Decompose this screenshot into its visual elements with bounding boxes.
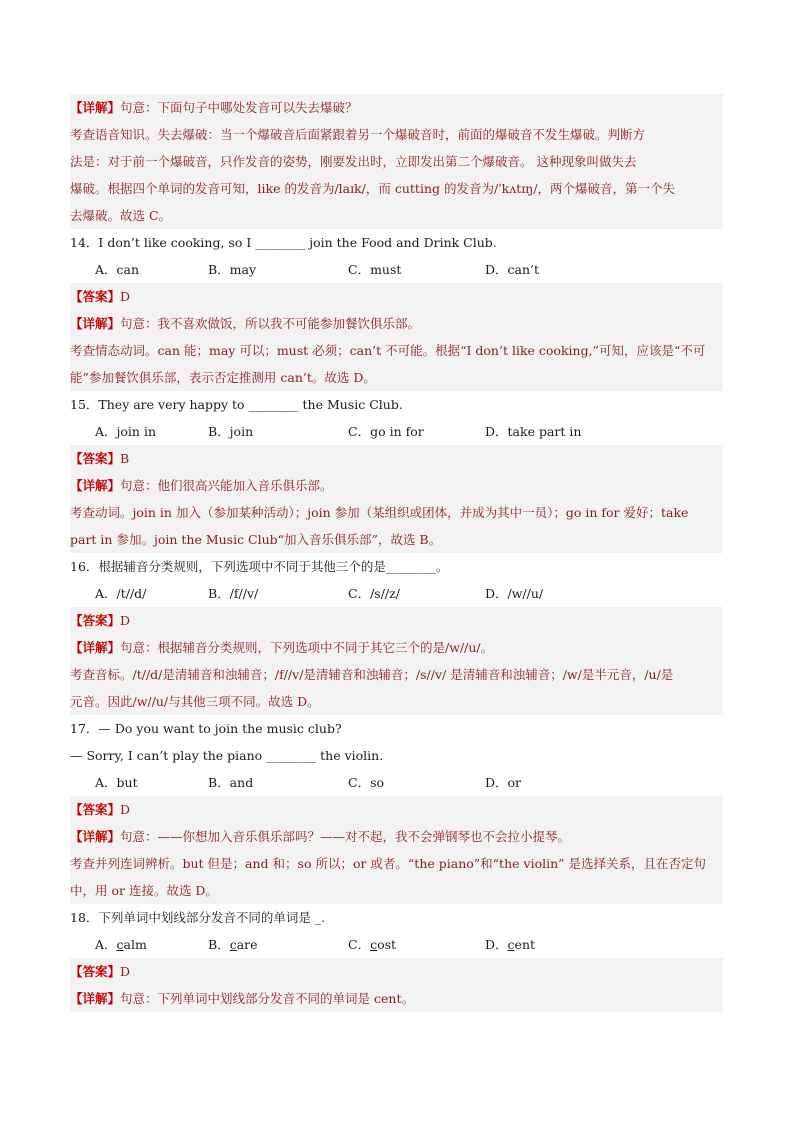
detail-line xyxy=(70,634,723,661)
answer-tag: 【答案】 xyxy=(70,613,121,628)
explanation-line: 元音。因此/w//u/与其他三项不同。故选 D。 xyxy=(70,694,320,709)
option-c: C．must xyxy=(348,262,402,277)
q13-detail-line xyxy=(70,94,723,121)
answer-line xyxy=(70,796,723,823)
detail-line xyxy=(70,985,723,1012)
explanation-line: part in 参加。join the Music Club“加入音乐俱乐部”，故选 B。 xyxy=(70,532,442,547)
answer-value: D xyxy=(120,802,131,817)
option-label: B． xyxy=(208,937,230,952)
explanation-line: 考查动词。join in 加入（参加某种活动）；join 参加（某组织或团体，并成为其中一员）；go in for 爱好；take xyxy=(70,505,689,520)
answer-value: B xyxy=(120,451,130,466)
option-a: A．but xyxy=(95,775,138,790)
option-rest: are xyxy=(236,937,258,952)
answer-tag: 【答案】 xyxy=(70,964,121,979)
detail-meaning: 句意：根据辅音分类规则，下列选项中不同于其它三个的是/w//u/。 xyxy=(120,640,494,655)
answer-line xyxy=(70,283,723,310)
question-14-options xyxy=(70,256,723,283)
detail-tag: 【详解】 xyxy=(70,100,121,115)
option-c: C．/s//z/ xyxy=(348,586,400,601)
option-a: A．join in xyxy=(95,424,156,439)
option-b: B．and xyxy=(208,775,254,790)
q18-answer-block xyxy=(70,958,723,1012)
detail-tag: 【详解】 xyxy=(70,991,121,1006)
detail-meaning: 句意：下列单词中划线部分发音不同的单词是 cent。 xyxy=(120,991,414,1006)
option-d: D．or xyxy=(485,775,522,790)
option-d xyxy=(485,931,535,958)
underlined-letter: c xyxy=(116,937,124,952)
q17-answer-block xyxy=(70,796,723,904)
explanation-line: 考查并列连词辨析。but 但是；and 和；so 所以；or 或者。“the piano”和“the violin” 是选择关系，且在否定句 xyxy=(70,856,706,871)
answer-line xyxy=(70,445,723,472)
detail-meaning: 句意：我不喜欢做饭，所以我不可能参加餐饮俱乐部。 xyxy=(120,316,421,331)
option-rest: ost xyxy=(377,937,397,952)
option-label: D． xyxy=(485,937,508,952)
option-b: B．/f//v/ xyxy=(208,586,259,601)
detail-tag: 【详解】 xyxy=(70,316,121,331)
document-page xyxy=(70,94,723,1012)
detail-tag: 【详解】 xyxy=(70,478,121,493)
option-a: A．can xyxy=(95,262,140,277)
explanation-line: 考查语音知识。失去爆破：当一个爆破音后面紧跟着另一个爆破音时，前面的爆破音不发生爆破。判断方 xyxy=(70,127,646,142)
answer-value: D xyxy=(120,289,131,304)
detail-meaning: 句意：他们很高兴能加入音乐俱乐部。 xyxy=(120,478,333,493)
explanation-line: 爆破。根据四个单词的发音可知，like 的发音为/laɪk/，而 cutting 的发音为/ˈkʌtɪŋ/，两个爆破音，第一个失 xyxy=(70,181,676,196)
question-18-options xyxy=(70,931,723,958)
detail-line xyxy=(70,472,723,499)
question-18-stem: 18．下列单词中划线部分发音不同的单词是 _. xyxy=(70,910,326,925)
detail-line xyxy=(70,310,723,337)
option-c xyxy=(348,931,396,958)
answer-tag: 【答案】 xyxy=(70,802,121,817)
answer-line xyxy=(70,607,723,634)
answer-value: D xyxy=(120,613,131,628)
question-14-stem: 14．I don’t like cooking, so I ________ join the Food and Drink Club. xyxy=(70,235,497,250)
explanation-line: 考查音标。/t//d/是清辅音和浊辅音；/f//v/是清辅音和浊辅音；/s//v/ 是清辅音和浊辅音；/w/是半元音，/u/是 xyxy=(70,667,674,682)
question-16-options xyxy=(70,580,723,607)
question-17-stem: 17．— Do you want to join the music club? xyxy=(70,721,342,736)
question-15-stem: 15．They are very happy to ________ the Music Club. xyxy=(70,397,403,412)
detail-tag: 【详解】 xyxy=(70,829,121,844)
answer-line xyxy=(70,958,723,985)
underlined-letter: c xyxy=(370,937,378,952)
option-c: C．go in for xyxy=(348,424,424,439)
option-d: D．can’t xyxy=(485,262,540,277)
answer-tag: 【答案】 xyxy=(70,289,121,304)
option-b: B．join xyxy=(208,424,254,439)
option-d: D．/w//u/ xyxy=(485,586,544,601)
option-b xyxy=(208,931,258,958)
option-c: C．so xyxy=(348,775,385,790)
option-a: A．/t//d/ xyxy=(95,586,147,601)
explanation-line: 去爆破。故选 C。 xyxy=(70,208,172,223)
explanation-line: 考查情态动词。can 能；may 可以；must 必须；can’t 不可能。根据“I don’t like cooking,”可知，应该是“不可 xyxy=(70,343,706,358)
option-d: D．take part in xyxy=(485,424,582,439)
question-15-options xyxy=(70,418,723,445)
explanation-line: 中，用 or 连接。故选 D。 xyxy=(70,883,218,898)
option-rest: alm xyxy=(123,937,147,952)
option-a xyxy=(95,931,147,958)
q16-answer-block xyxy=(70,607,723,715)
option-rest: ent xyxy=(514,937,536,952)
question-17-options xyxy=(70,769,723,796)
detail-meaning: 句意：——你想加入音乐俱乐部吗？——对不起，我不会弹钢琴也不会拉小提琴。 xyxy=(120,829,571,844)
q13-explanation xyxy=(70,94,723,229)
detail-line xyxy=(70,823,723,850)
underlined-letter: c xyxy=(507,937,515,952)
explanation-line: 能”参加餐饮俱乐部，表示否定推测用 can’t。故选 D。 xyxy=(70,370,376,385)
option-label: A． xyxy=(95,937,117,952)
question-16-stem: 16．根据辅音分类规则，下列选项中不同于其他三个的是________。 xyxy=(70,559,449,574)
question-17-stem-2: — Sorry, I can’t play the piano ________ the violin. xyxy=(70,748,384,763)
underlined-letter: c xyxy=(229,937,237,952)
q14-answer-block xyxy=(70,283,723,391)
option-b: B．may xyxy=(208,262,257,277)
q15-answer-block xyxy=(70,445,723,553)
answer-value: D xyxy=(120,964,131,979)
answer-tag: 【答案】 xyxy=(70,451,121,466)
explanation-line: 法是：对于前一个爆破音，只作发音的姿势，刚要发出时，立即发出第二个爆破音。 这种现象叫做失去 xyxy=(70,154,637,169)
detail-meaning: 句意：下面句子中哪处发音可以失去爆破？ xyxy=(120,100,358,115)
detail-tag: 【详解】 xyxy=(70,640,121,655)
option-label: C． xyxy=(348,937,371,952)
